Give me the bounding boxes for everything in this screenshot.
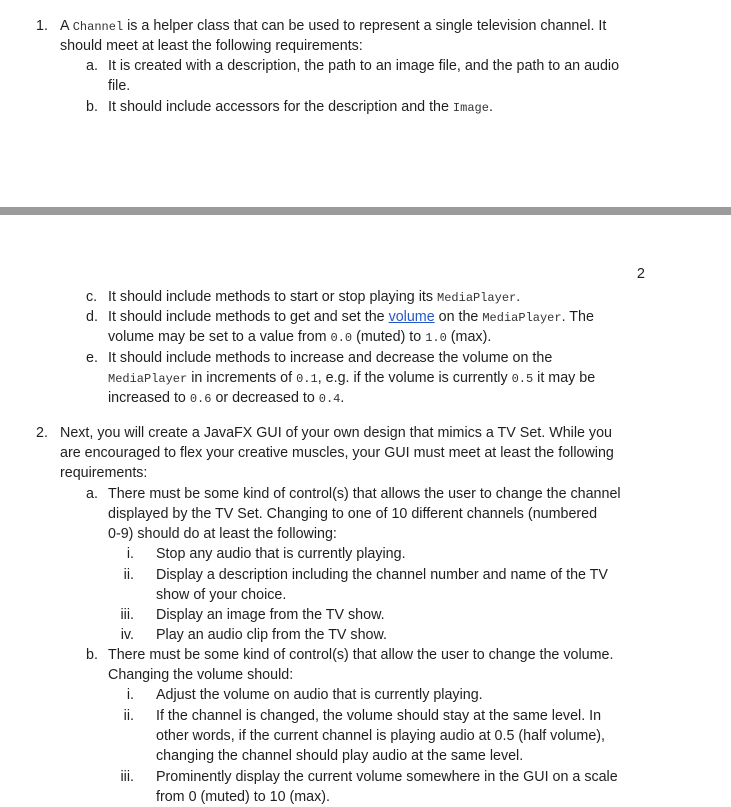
item-1b-line xyxy=(108,97,493,118)
item-2b-i-line: Adjust the volume on audio that is currently playing. xyxy=(156,687,483,703)
volume-link[interactable]: volume xyxy=(388,309,435,325)
code-value: 0.1 xyxy=(296,372,318,386)
item-1a-line-1: It is created with a description, the path to an image file, and the path to an audio xyxy=(108,58,620,74)
code-image: Image xyxy=(452,101,489,115)
item-1b-marker: b. xyxy=(86,99,98,115)
item-2b-iii-marker: iii. xyxy=(120,769,134,785)
item-1e-line-1: It should include methods to increase and decrease the volume on the xyxy=(108,350,553,366)
code-value: 0.5 xyxy=(511,372,534,386)
code-mediaplayer: MediaPlayer xyxy=(482,311,562,325)
code-value: 0.0 xyxy=(330,331,353,345)
code-value: 1.0 xyxy=(425,331,447,345)
text: It should include accessors for the description and the xyxy=(108,99,453,115)
text: in increments of xyxy=(187,370,297,386)
item-2a-marker: a. xyxy=(86,486,98,502)
item-2a-ii-marker: ii. xyxy=(123,567,134,583)
item-2b-marker: b. xyxy=(86,647,98,663)
item-1c-marker: c. xyxy=(86,289,98,305)
item-1a-marker: a. xyxy=(86,58,98,74)
item-1d-line-2 xyxy=(108,327,491,348)
item-2b-ii-line-2: other words, if the current channel is playing audio at 0.5 (half volume), xyxy=(156,728,606,744)
item-2a-iv-marker: iv. xyxy=(120,627,134,643)
code-mediaplayer: MediaPlayer xyxy=(108,372,188,386)
text: increased to xyxy=(108,390,190,406)
page-number: 2 xyxy=(636,266,645,282)
item-2-line-3: requirements: xyxy=(60,465,148,481)
item-1d-marker: d. xyxy=(86,309,98,325)
item-2-line-2: are encouraged to flex your creative muscles, your GUI must meet at least the following xyxy=(60,445,614,461)
item-2a-iv-line: Play an audio clip from the TV show. xyxy=(156,627,387,643)
page-break xyxy=(0,207,731,215)
item-1e-line-2 xyxy=(108,368,595,389)
text: (muted) to xyxy=(352,329,426,345)
item-2b-ii-line-3: changing the channel should play audio at the same level. xyxy=(156,748,524,764)
item-2a-line-1: There must be some kind of control(s) that allows the user to change the channel xyxy=(108,486,621,502)
code-channel: Channel xyxy=(72,20,124,34)
item-2b-ii-line-1: If the channel is changed, the volume should stay at the same level. In xyxy=(156,708,602,724)
item-2b-iii-line-1: Prominently display the current volume somewhere in the GUI on a scale xyxy=(156,769,618,785)
item-2-line-1: Next, you will create a JavaFX GUI of your own design that mimics a TV Set. While you xyxy=(60,425,612,441)
text: It should include methods to start or stop playing its xyxy=(108,289,438,305)
item-2a-iii-marker: iii. xyxy=(120,607,134,623)
text: A xyxy=(60,18,73,34)
item-2a-iii-line: Display an image from the TV show. xyxy=(156,607,385,623)
code-mediaplayer: MediaPlayer xyxy=(437,291,517,305)
item-1c-line xyxy=(108,287,520,308)
item-2b-i-marker: i. xyxy=(126,687,134,703)
item-2b-line-2: Changing the volume should: xyxy=(108,667,294,683)
text: . xyxy=(340,390,345,406)
item-2a-i-line: Stop any audio that is currently playing. xyxy=(156,546,406,562)
item-1a-line-2: file. xyxy=(108,78,131,94)
item-2-number: 2. xyxy=(36,425,48,441)
item-2a-line-2: displayed by the TV Set. Changing to one of 10 different channels (numbered xyxy=(108,506,598,522)
text: (max). xyxy=(446,329,492,345)
item-2b-iii-line-2: from 0 (muted) to 10 (max). xyxy=(156,789,330,805)
text: on the xyxy=(434,309,483,325)
text: . The xyxy=(561,309,594,325)
item-1d-line-1 xyxy=(108,307,594,328)
text: It should include methods to get and set the xyxy=(108,309,389,325)
item-1-number: 1. xyxy=(36,18,48,34)
item-2a-ii-line-1: Display a description including the channel number and name of the TV xyxy=(156,567,608,583)
text: is a helper class that can be used to represent a single television channel. It xyxy=(123,18,607,34)
text: . xyxy=(488,99,493,115)
item-1e-marker: e. xyxy=(86,350,98,366)
code-value: 0.6 xyxy=(189,392,212,406)
text: , e.g. if the volume is currently xyxy=(317,370,512,386)
item-1e-line-3 xyxy=(108,388,344,409)
item-1-line-2: should meet at least the following requirements: xyxy=(60,38,363,54)
item-2a-line-3: 0-9) should do at least the following: xyxy=(108,526,337,542)
item-2b-ii-marker: ii. xyxy=(123,708,134,724)
item-2a-i-marker: i. xyxy=(126,546,134,562)
item-2a-ii-line-2: show of your choice. xyxy=(156,587,287,603)
item-2b-line-1: There must be some kind of control(s) that allow the user to change the volume. xyxy=(108,647,614,663)
text: or decreased to xyxy=(211,390,319,406)
text: it may be xyxy=(533,370,596,386)
code-value: 0.4 xyxy=(318,392,341,406)
item-1-line-1 xyxy=(60,16,606,37)
text: volume may be set to a value from xyxy=(108,329,331,345)
text: . xyxy=(516,289,521,305)
